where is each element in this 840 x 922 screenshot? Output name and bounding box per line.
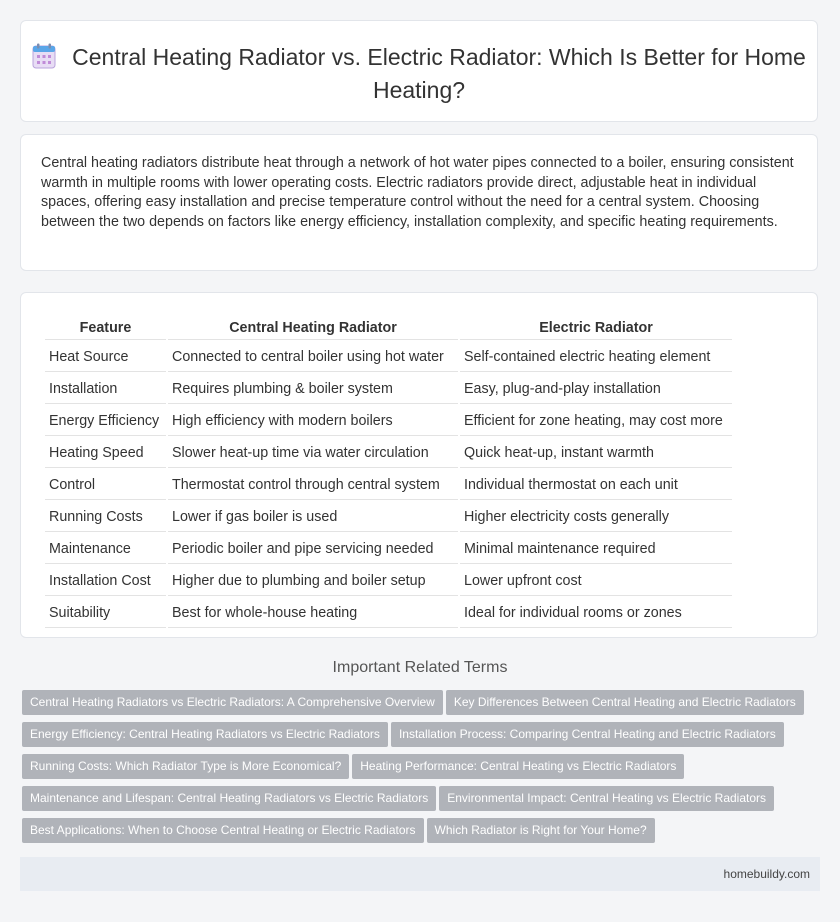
feature-cell: Installation Cost	[45, 566, 166, 596]
related-terms-heading: Important Related Terms	[332, 659, 508, 676]
page-title: Central Heating Radiator vs. Electric Radiator: Which Is Better for Home Heating?	[72, 44, 806, 103]
table-row	[45, 598, 732, 628]
related-term-link[interactable]: Maintenance and Lifespan: Central Heating Radiators vs Electric Radiators	[22, 786, 436, 811]
related-term-link[interactable]: Installation Process: Comparing Central Heating and Electric Radiators	[391, 722, 784, 747]
feature-cell: Maintenance	[45, 534, 166, 564]
table-row	[45, 342, 732, 372]
related-terms-list	[22, 690, 812, 850]
electric-cell: Self-contained electric heating element	[460, 342, 732, 372]
electric-cell: Minimal maintenance required	[460, 534, 732, 564]
electric-cell: Ideal for individual rooms or zones	[460, 598, 732, 628]
column-header-feature: Feature	[45, 317, 166, 340]
page-title-block	[21, 43, 817, 105]
related-term-link[interactable]: Heating Performance: Central Heating vs Electric Radiators	[352, 754, 684, 779]
table-row	[45, 406, 732, 436]
central-cell: Best for whole-house heating	[168, 598, 458, 628]
related-term-link[interactable]: Which Radiator is Right for Your Home?	[427, 818, 655, 843]
related-term-link[interactable]: Environmental Impact: Central Heating vs Electric Radiators	[439, 786, 774, 811]
table-row	[45, 534, 732, 564]
electric-cell: Individual thermostat on each unit	[460, 470, 732, 500]
electric-cell: Efficient for zone heating, may cost more	[460, 406, 732, 436]
related-term-link[interactable]: Central Heating Radiators vs Electric Radiators: A Comprehensive Overview	[22, 690, 443, 715]
table-row	[45, 470, 732, 500]
feature-cell: Heat Source	[45, 342, 166, 372]
related-term-link[interactable]: Energy Efficiency: Central Heating Radiators vs Electric Radiators	[22, 722, 388, 747]
feature-cell: Suitability	[45, 598, 166, 628]
central-cell: Lower if gas boiler is used	[168, 502, 458, 532]
central-cell: Higher due to plumbing and boiler setup	[168, 566, 458, 596]
central-cell: Slower heat-up time via water circulation	[168, 438, 458, 468]
feature-cell: Control	[45, 470, 166, 500]
electric-cell: Lower upfront cost	[460, 566, 732, 596]
feature-cell: Heating Speed	[45, 438, 166, 468]
column-header-central: Central Heating Radiator	[168, 317, 458, 340]
footer	[20, 857, 820, 891]
related-term-link[interactable]: Key Differences Between Central Heating and Electric Radiators	[446, 690, 804, 715]
table-row	[45, 438, 732, 468]
related-term-link[interactable]: Best Applications: When to Choose Central Heating or Electric Radiators	[22, 818, 424, 843]
related-term-link[interactable]: Running Costs: Which Radiator Type is More Economical?	[22, 754, 349, 779]
feature-cell: Installation	[45, 374, 166, 404]
calendar-icon	[32, 43, 56, 76]
feature-cell: Running Costs	[45, 502, 166, 532]
table-header-row	[45, 317, 732, 340]
column-header-electric: Electric Radiator	[460, 317, 732, 340]
electric-cell: Quick heat-up, instant warmth	[460, 438, 732, 468]
feature-cell: Energy Efficiency	[45, 406, 166, 436]
comparison-card	[20, 292, 818, 638]
intro-card	[20, 134, 818, 271]
central-cell: Connected to central boiler using hot water	[168, 342, 458, 372]
central-cell: Requires plumbing & boiler system	[168, 374, 458, 404]
table-row	[45, 502, 732, 532]
table-row	[45, 566, 732, 596]
central-cell: Periodic boiler and pipe servicing needed	[168, 534, 458, 564]
title-card	[20, 20, 818, 122]
comparison-table	[43, 315, 734, 630]
intro-paragraph: Central heating radiators distribute heat through a network of hot water pipes connected to a boiler, ensuring consistent warmth in multiple rooms with lower operating costs. Electric radiators provide direct, adjustable heat in individual spaces, offering easy installation and precise temperature control without the need for a central system. Choosing between the two depends on factors like energy efficiency, installation complexity, and specific heating requirements.	[41, 155, 794, 230]
footer-site-link[interactable]: homebuildy.com	[723, 867, 810, 881]
electric-cell: Higher electricity costs generally	[460, 502, 732, 532]
central-cell: High efficiency with modern boilers	[168, 406, 458, 436]
electric-cell: Easy, plug-and-play installation	[460, 374, 732, 404]
central-cell: Thermostat control through central system	[168, 470, 458, 500]
table-row	[45, 374, 732, 404]
